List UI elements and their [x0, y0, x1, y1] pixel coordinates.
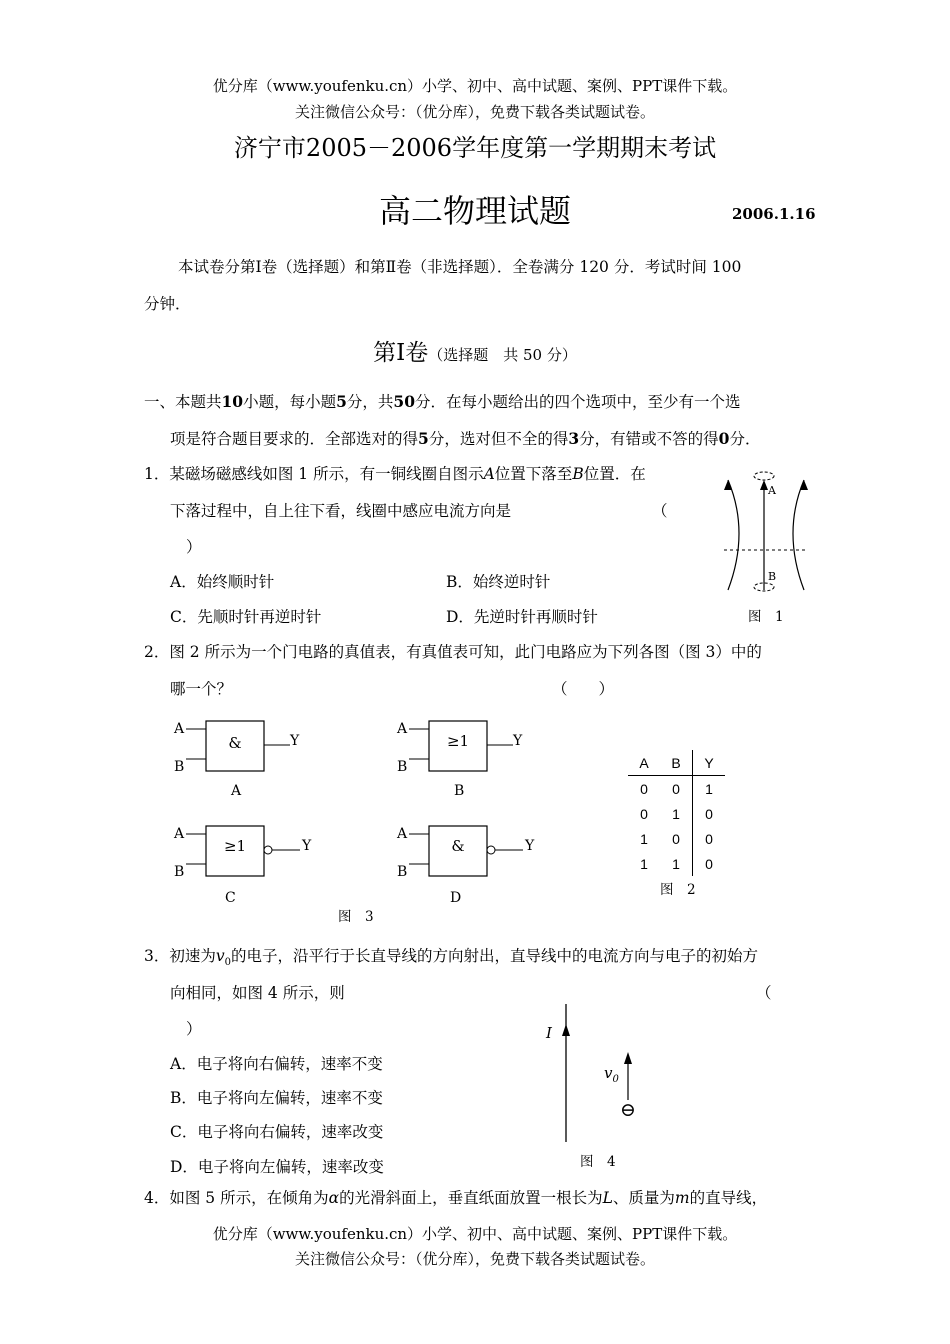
gate-c-input-a: A	[174, 826, 185, 842]
fig4-current-label: I	[546, 1024, 552, 1042]
footer-line-1: 优分库（www.youfenku.cn）小学、初中、高中试题、案例、PPT课件下载。	[212, 1225, 738, 1243]
q4-line-1	[144, 1186, 767, 1208]
field-line-right	[793, 480, 804, 590]
tt-header-y: Y	[693, 750, 726, 776]
gate-a-and	[170, 715, 310, 800]
fig4-v: v	[604, 1064, 613, 1082]
field-arrow-left-icon	[724, 480, 732, 490]
figure-2-caption: 图 2	[660, 882, 696, 898]
figure-4-caption: 图 4	[580, 1154, 616, 1170]
gate-b-or	[393, 715, 533, 800]
part1-line2a: 项是符合题目要求的．全部选对的得	[170, 430, 419, 448]
part1-tail: 分．在每小题给出的四个选项中，至少有一个选	[415, 393, 741, 411]
gate-d-symbol: &	[451, 837, 465, 855]
current-arrow-icon	[562, 1024, 570, 1036]
figure-3-caption: 图 3	[338, 909, 374, 925]
part1-line2c: 分，有错或不答的得	[579, 430, 719, 448]
q3-line-2: 向相同，如图 4 所示，则	[170, 984, 345, 1002]
electron-icon: ⊖	[620, 1099, 636, 1121]
q2-number: 2．	[144, 643, 170, 661]
q3-text-b: 的电子，沿平行于长直导线的方向射出，直导线中的电流方向与电子的初始方	[231, 947, 759, 965]
gate-c-input-b: B	[174, 864, 185, 880]
q3-v-symbol: v	[215, 947, 225, 965]
gate-a-input-a: A	[174, 721, 185, 737]
q1-line-2: 下落过程中，自上往下看，线圈中感应电流方向是	[170, 502, 512, 520]
gate-b-output: Y	[513, 733, 523, 749]
q1-pos-b: B	[572, 465, 584, 483]
gate-d-label: D	[450, 890, 462, 906]
exam-subtitle: 高二物理试题	[378, 192, 571, 230]
table-row	[628, 776, 725, 802]
coil-top	[754, 472, 774, 480]
gate-b-symbol: ≥1	[446, 732, 470, 750]
q1-option-c[interactable]: C．先顺时针再逆时针	[170, 608, 322, 626]
intro-line-1: 本试卷分第Ⅰ卷（选择题）和第Ⅱ卷（非选择题）．全卷满分 120 分．考试时间 100	[178, 258, 742, 276]
velocity-arrow-icon	[624, 1052, 632, 1064]
part1-count: 10	[221, 392, 244, 411]
tt-cell: 1	[660, 851, 693, 876]
q2-text: 图 2 所示为一个门电路的真值表，有真值表可知，此门电路应为下列各图（图 3）中的	[169, 643, 762, 661]
q1-pos-a: A	[483, 465, 495, 483]
tt-cell: 0	[705, 830, 713, 847]
section-title: 第Ⅰ卷	[373, 340, 429, 366]
q2-line-2: 哪一个？	[170, 680, 233, 698]
gate-d-output: Y	[525, 838, 535, 854]
exam-date: 2006.1.16	[732, 205, 816, 223]
q2-line-1	[144, 640, 762, 662]
intro-line-2: 分钟．	[144, 295, 191, 313]
part1-line2d: 分．	[729, 430, 761, 448]
tt-cell: 0	[705, 855, 713, 872]
tt-cell: 0	[640, 805, 648, 822]
q3-option-b[interactable]: B．电子将向左偏转，速率不变	[170, 1089, 383, 1107]
fig1-label-b: B	[768, 570, 777, 583]
q3-option-c[interactable]: C．电子将向右偏转，速率改变	[170, 1123, 384, 1141]
gate-a-symbol: &	[228, 734, 242, 752]
exam-title: 济宁市2005－2006学年度第一学期期末考试	[233, 134, 717, 162]
field-line-left	[728, 480, 739, 590]
part1-pts-total: 50	[393, 392, 415, 411]
q1-paren-open: （	[652, 502, 668, 520]
header-line-1: 优分库（www.youfenku.cn）小学、初中、高中试题、案例、PPT课件下载。	[212, 77, 738, 95]
q3-option-a[interactable]: A．电子将向右偏转，速率不变	[170, 1055, 383, 1073]
part1-partial-pts: 3	[568, 429, 580, 448]
part1-line-2	[170, 427, 760, 449]
part1-line-1	[144, 390, 741, 412]
gate-c-output: Y	[302, 838, 312, 854]
tt-cell: 0	[660, 776, 693, 802]
tt-cell: 0	[640, 780, 648, 797]
gate-b-input-a: A	[397, 721, 408, 737]
table-row	[628, 851, 725, 876]
truth-table	[628, 750, 725, 876]
header-line-2: 关注微信公众号：（优分库），免费下载各类试题试卷。	[294, 103, 655, 121]
tt-cell: 1	[705, 780, 713, 797]
gate-c-nor	[170, 820, 320, 908]
figure-4-wire-electron	[540, 998, 650, 1146]
gate-c-invert-bubble	[264, 846, 272, 854]
part1-line2b: 分，选对但不全的得	[428, 430, 569, 448]
q1-number: 1．	[144, 465, 170, 483]
q4-alpha: α	[328, 1189, 340, 1207]
q2-paren: （ ）	[552, 680, 615, 698]
gate-b-input-b: B	[397, 759, 408, 775]
figure-1-caption: 图 1	[748, 609, 784, 625]
fig4-v-sub: 0	[612, 1074, 619, 1085]
gate-c-symbol: ≥1	[223, 837, 247, 855]
gate-a-input-b: B	[174, 759, 185, 775]
figure-1-magnetic-field	[716, 462, 816, 602]
q4-number: 4．	[144, 1189, 170, 1207]
part1-mid1: 小题，每小题	[243, 393, 337, 411]
q4-text-c: 、质量为	[612, 1189, 675, 1207]
fall-path-arrow-icon	[760, 480, 768, 490]
q1-line-1	[144, 462, 646, 484]
q3-line-1	[144, 944, 758, 968]
table-row	[628, 826, 725, 851]
part1-mid2: 分，共	[346, 393, 394, 411]
gate-c-label: C	[225, 890, 236, 906]
q1-paren-close: ）	[186, 538, 202, 556]
truth-table-header	[628, 750, 725, 776]
tt-cell: 0	[660, 826, 693, 851]
part1-full-pts: 5	[418, 429, 429, 448]
part1-pts-each: 5	[336, 392, 347, 411]
gate-a-output: Y	[290, 733, 300, 749]
tt-cell: 0	[705, 805, 713, 822]
gate-d-input-b: B	[397, 864, 408, 880]
field-arrow-right-icon	[800, 480, 808, 490]
q1-text-c: 位置．在	[583, 465, 646, 483]
q4-text-b: 的光滑斜面上，垂直纸面放置一根长为	[339, 1189, 603, 1207]
tt-cell: 1	[660, 801, 693, 826]
tt-header-a: A	[628, 750, 660, 776]
table-row	[628, 801, 725, 826]
q4-mass: m	[674, 1189, 690, 1207]
footer-line-2: 关注微信公众号：（优分库），免费下载各类试题试卷。	[294, 1250, 655, 1268]
q4-length: L	[602, 1189, 613, 1207]
q1-text-b: 位置下落至	[494, 465, 573, 483]
q3-paren-close: ）	[186, 1020, 202, 1038]
gate-a-label: A	[231, 783, 242, 799]
section-heading	[0, 334, 950, 367]
q1-text-a: 某磁场磁感线如图 1 所示，有一铜线圈自图示	[169, 465, 484, 483]
tt-cell: 1	[640, 830, 648, 847]
q4-text-d: 的直导线，	[689, 1189, 768, 1207]
q1-option-a[interactable]: A．始终顺时针	[170, 573, 275, 591]
fig4-velocity-label	[604, 1064, 619, 1085]
q3-number: 3．	[144, 947, 170, 965]
q1-option-d[interactable]: D．先逆时针再顺时针	[446, 608, 598, 626]
q4-text-a: 如图 5 所示，在倾角为	[169, 1189, 329, 1207]
tt-cell: 1	[640, 855, 648, 872]
fig1-label-a: A	[768, 484, 776, 497]
q3-v-subscript: 0	[224, 957, 232, 969]
gate-d-invert-bubble	[487, 846, 495, 854]
gate-d-nand	[393, 820, 543, 908]
part1-zero-pts: 0	[718, 429, 730, 448]
q3-paren-open: （	[756, 984, 772, 1002]
q3-option-d[interactable]: D．电子将向左偏转，速率改变	[170, 1158, 384, 1176]
section-note: （选择题 共 50 分）	[428, 346, 577, 364]
q1-option-b[interactable]: B．始终逆时针	[446, 573, 551, 591]
gate-d-input-a: A	[397, 826, 408, 842]
tt-header-b: B	[660, 750, 693, 776]
part1-prefix: 一、本题共	[144, 393, 222, 411]
q3-text-a: 初速为	[169, 947, 216, 965]
gate-b-label: B	[454, 783, 465, 799]
